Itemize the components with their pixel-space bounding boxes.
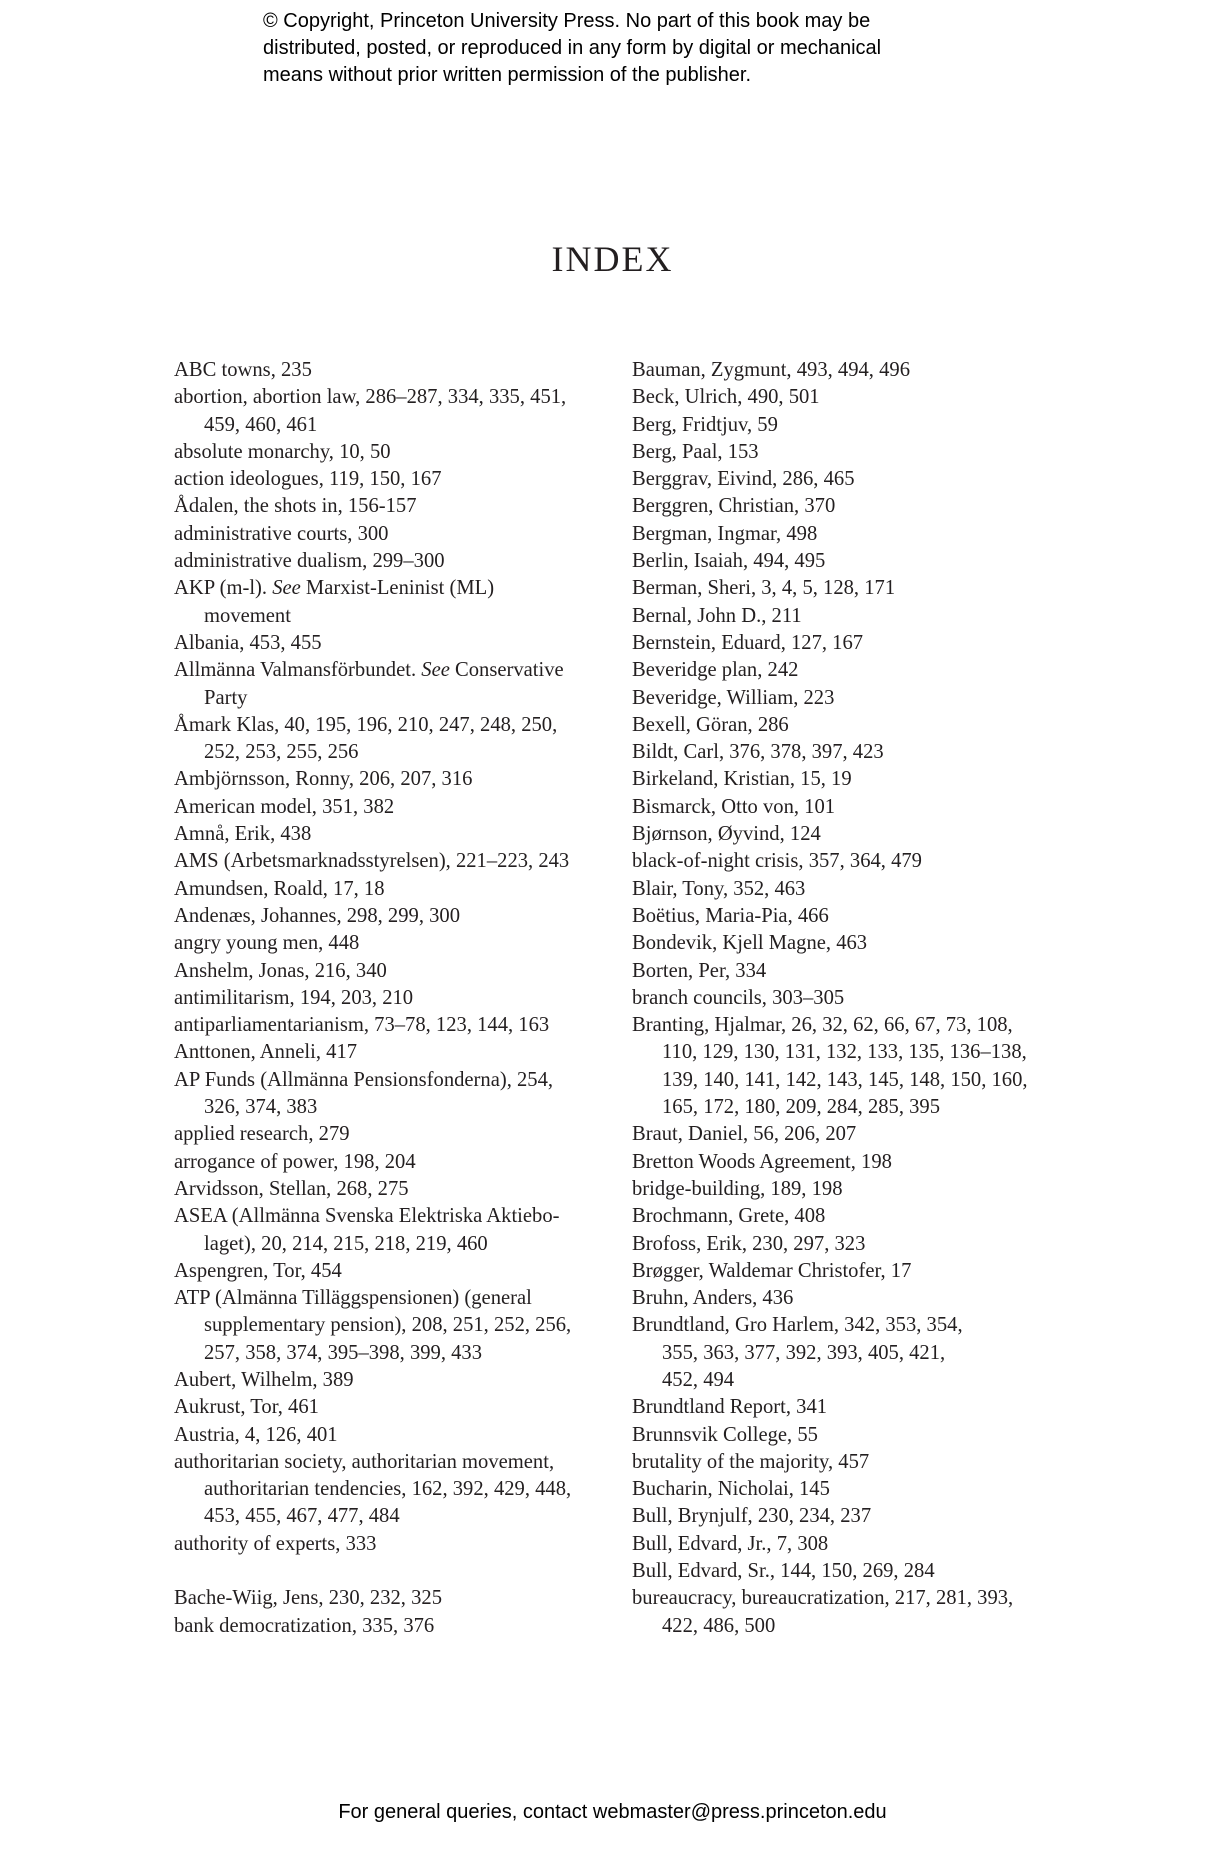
index-entry: [632, 439, 1072, 466]
index-entry: [632, 930, 1072, 957]
index-entry: [632, 1176, 1072, 1203]
entry-line: Berg, Paal, 153: [632, 440, 759, 463]
index-entry: [174, 1012, 614, 1039]
copyright-line: distributed, posted, or reproduced in any form by digital or mechanical: [263, 37, 882, 59]
index-entry: [632, 657, 1072, 684]
index-column-left: [174, 357, 614, 1640]
entry-line: authoritarian society, authoritarian movement,: [174, 1450, 555, 1473]
entry-line: administrative courts, 300: [174, 522, 389, 545]
index-entry: [174, 1422, 614, 1449]
entry-line: antiparliamentarianism, 73–78, 123, 144, 163: [174, 1014, 550, 1037]
entry-line-continued: supplementary pension), 208, 251, 252, 256,: [204, 1314, 572, 1337]
index-entry: [632, 794, 1072, 821]
index-entry: [632, 466, 1072, 493]
index-entry: [632, 575, 1072, 602]
entry-line: administrative dualism, 299–300: [174, 550, 445, 573]
index-entry: [632, 1231, 1072, 1258]
entry-line: Brochmann, Grete, 408: [632, 1205, 826, 1228]
index-entry: [632, 1558, 1072, 1585]
index-entry: [632, 876, 1072, 903]
index-entry: [174, 1067, 614, 1122]
entry-line: Aubert, Wilhelm, 389: [174, 1368, 354, 1391]
index-entry: [174, 357, 614, 384]
entry-line: Ambjörnsson, Ronny, 206, 207, 316: [174, 768, 473, 791]
index-entry: [174, 657, 614, 712]
index-entry: [174, 521, 614, 548]
entry-line: Aukrust, Tor, 461: [174, 1396, 319, 1419]
entry-line: [174, 657, 614, 684]
index-entry: [174, 766, 614, 793]
index-entry: [174, 876, 614, 903]
entry-line: Ådalen, the shots in, 156-157: [174, 495, 417, 518]
entry-line: Åmark Klas, 40, 195, 196, 210, 247, 248, 250,: [174, 713, 558, 736]
entry-line-continued: 139, 140, 141, 142, 143, 145, 148, 150, 160,: [662, 1068, 1028, 1091]
index-entry: [174, 848, 614, 875]
entry-line: authority of experts, 333: [174, 1532, 377, 1555]
entry-line: Bull, Edvard, Sr., 144, 150, 269, 284: [632, 1560, 935, 1583]
entry-line: Bernal, John D., 211: [632, 604, 802, 627]
entry-text: AKP (m-l).: [174, 577, 273, 600]
entry-line: bureaucracy, bureaucratization, 217, 281, 393,: [632, 1587, 1014, 1610]
index-column-right: [632, 357, 1072, 1640]
entry-line: Bismarck, Otto von, 101: [632, 795, 836, 818]
entry-line: antimilitarism, 194, 203, 210: [174, 986, 414, 1009]
entry-line-continued: 422, 486, 500: [662, 1614, 776, 1637]
index-entry: [174, 1449, 614, 1531]
entry-line: Anttonen, Anneli, 417: [174, 1041, 358, 1064]
index-entry: [174, 1121, 614, 1148]
index-entry: [632, 848, 1072, 875]
entry-line-continued: 110, 129, 130, 131, 132, 133, 135, 136–138,: [662, 1041, 1027, 1064]
index-entry: [632, 1312, 1072, 1394]
index-entry: [174, 1176, 614, 1203]
entry-line: Blair, Tony, 352, 463: [632, 877, 806, 900]
entry-line: Amnå, Erik, 438: [174, 823, 312, 846]
index-entry: [174, 958, 614, 985]
entry-line: Birkeland, Kristian, 15, 19: [632, 768, 852, 791]
entry-line: [174, 575, 614, 602]
see-reference: See: [421, 659, 450, 682]
index-entry: [174, 930, 614, 957]
index-entry: [632, 766, 1072, 793]
index-entry: [632, 357, 1072, 384]
index-entry: [632, 1422, 1072, 1449]
entry-line: Beveridge plan, 242: [632, 659, 799, 682]
index-entry: [174, 1203, 614, 1258]
index-entry: [174, 1258, 614, 1285]
index-entry: [174, 1149, 614, 1176]
entry-line: brutality of the majority, 457: [632, 1450, 870, 1473]
entry-line: Berlin, Isaiah, 494, 495: [632, 550, 826, 573]
entry-line: Brofoss, Erik, 230, 297, 323: [632, 1232, 866, 1255]
entry-line: Bernstein, Eduard, 127, 167: [632, 631, 864, 654]
entry-line: Brøgger, Waldemar Christofer, 17: [632, 1259, 912, 1282]
entry-line-continued: 165, 172, 180, 209, 284, 285, 395: [662, 1096, 941, 1119]
index-entry: [632, 821, 1072, 848]
index-entry: [174, 903, 614, 930]
index-entry: [174, 493, 614, 520]
entry-line: Brunnsvik College, 55: [632, 1423, 818, 1446]
index-entry: [632, 521, 1072, 548]
letter-group-gap: [174, 1558, 614, 1585]
entry-line: applied research, 279: [174, 1123, 350, 1146]
index-entry: [174, 466, 614, 493]
entry-line-continued: Party: [204, 686, 248, 709]
entry-line: Borten, Per, 334: [632, 959, 767, 982]
index-entry: [632, 1012, 1072, 1121]
entry-line: arrogance of power, 198, 204: [174, 1150, 416, 1173]
entry-line: Anshelm, Jonas, 216, 340: [174, 959, 387, 982]
entry-line: Branting, Hjalmar, 26, 32, 62, 66, 67, 73, 108,: [632, 1014, 1013, 1037]
entry-line: American model, 351, 382: [174, 795, 395, 818]
copyright-notice: [263, 8, 1023, 89]
index-entry: [174, 575, 614, 630]
index-entry: [174, 712, 614, 767]
index-entry: [632, 739, 1072, 766]
entry-text: Marxist-Leninist (ML): [300, 577, 495, 600]
index-entry: [632, 493, 1072, 520]
index-entry: [632, 548, 1072, 575]
index-entry: [632, 903, 1072, 930]
index-entry: [632, 1149, 1072, 1176]
index-entry: [174, 384, 614, 439]
index-entry: [632, 685, 1072, 712]
entry-line: Bergman, Ingmar, 498: [632, 522, 818, 545]
entry-line: Bucharin, Nicholai, 145: [632, 1478, 830, 1501]
index-entry: [174, 794, 614, 821]
entry-line: angry young men, 448: [174, 932, 360, 955]
entry-line: Brundtland, Gro Harlem, 342, 353, 354,: [632, 1314, 963, 1337]
entry-line: Austria, 4, 126, 401: [174, 1423, 338, 1446]
entry-text: Allmänna Valmansförbundet.: [174, 659, 422, 682]
entry-line: Berg, Fridtjuv, 59: [632, 413, 778, 436]
index-entry: [632, 1285, 1072, 1312]
entry-line-continued: 355, 363, 377, 392, 393, 405, 421,: [662, 1341, 946, 1364]
entry-text: Conservative: [449, 659, 564, 682]
contact-footer: For general queries, contact webmaster@press.princeton.edu: [338, 1801, 887, 1823]
entry-line: Braut, Daniel, 56, 206, 207: [632, 1123, 857, 1146]
entry-line: ASEA (Allmänna Svenska Elektriska Aktiebo-: [174, 1205, 560, 1228]
index-entry: [632, 958, 1072, 985]
entry-line: abortion, abortion law, 286–287, 334, 335, 451,: [174, 386, 567, 409]
index-entry: [632, 1203, 1072, 1230]
entry-line: Arvidsson, Stellan, 268, 275: [174, 1177, 409, 1200]
entry-line: Bauman, Zygmunt, 493, 494, 496: [632, 359, 910, 381]
entry-line: Bjørnson, Øyvind, 124: [632, 823, 821, 846]
index-entry: [174, 1531, 614, 1558]
index-entry: [174, 821, 614, 848]
entry-line-continued: movement: [204, 604, 291, 627]
entry-line: branch councils, 303–305: [632, 986, 845, 1009]
index-entry: [174, 1285, 614, 1367]
entry-line: Berggren, Christian, 370: [632, 495, 836, 518]
entry-line: AP Funds (Allmänna Pensionsfonderna), 254,: [174, 1068, 554, 1091]
index-entry: [632, 1121, 1072, 1148]
see-reference: See: [272, 577, 301, 600]
entry-line: ATP (Almänna Tilläggspensionen) (general: [174, 1287, 532, 1310]
entry-line-continued: laget), 20, 214, 215, 218, 219, 460: [204, 1232, 488, 1255]
entry-line: Bull, Edvard, Jr., 7, 308: [632, 1532, 829, 1555]
index-entry: [174, 985, 614, 1012]
entry-line: Aspengren, Tor, 454: [174, 1259, 342, 1282]
entry-line: bank democratization, 335, 376: [174, 1614, 435, 1637]
index-entry: [174, 548, 614, 575]
index-entry: [174, 1394, 614, 1421]
entry-line: Bildt, Carl, 376, 378, 397, 423: [632, 741, 884, 764]
entry-line: Boëtius, Maria-Pia, 466: [632, 904, 829, 927]
copyright-line: © Copyright, Princeton University Press. No part of this book may be: [263, 10, 871, 32]
index-entry: [174, 1613, 614, 1640]
spacer: [174, 1558, 614, 1585]
page-title: INDEX: [551, 239, 674, 279]
entry-line: action ideologues, 119, 150, 167: [174, 468, 442, 491]
entry-line: Bexell, Göran, 286: [632, 713, 789, 736]
index-entry: [632, 712, 1072, 739]
copyright-line: means without prior written permission of the publisher.: [263, 64, 752, 86]
entry-line-continued: 453, 455, 467, 477, 484: [204, 1505, 400, 1528]
index-entry: [632, 384, 1072, 411]
entry-line: Albania, 453, 455: [174, 631, 322, 654]
entry-line-continued: 252, 253, 255, 256: [204, 741, 359, 764]
index-entry: [632, 985, 1072, 1012]
index-entry: [174, 630, 614, 657]
entry-line: Bruhn, Anders, 436: [632, 1287, 794, 1310]
index-entry: [632, 1394, 1072, 1421]
entry-line-continued: 452, 494: [662, 1368, 735, 1391]
index-entry: [632, 1585, 1072, 1640]
index-entry: [174, 1367, 614, 1394]
index-entry: [632, 1476, 1072, 1503]
index-entry: [174, 1039, 614, 1066]
entry-line: Bondevik, Kjell Magne, 463: [632, 932, 868, 955]
index-entry: [174, 439, 614, 466]
entry-line-continued: authoritarian tendencies, 162, 392, 429, 448,: [204, 1478, 572, 1501]
entry-line: Beck, Ulrich, 490, 501: [632, 386, 820, 409]
entry-line: AMS (Arbetsmarknadsstyrelsen), 221–223, 243: [174, 850, 570, 873]
index-entry: [632, 630, 1072, 657]
entry-line: Berman, Sheri, 3, 4, 5, 128, 171: [632, 577, 896, 600]
entry-line: Beveridge, William, 223: [632, 686, 835, 709]
entry-line-continued: 459, 460, 461: [204, 413, 318, 436]
entry-line: absolute monarchy, 10, 50: [174, 440, 391, 463]
entry-line: Bache-Wiig, Jens, 230, 232, 325: [174, 1587, 442, 1610]
entry-line: Brundtland Report, 341: [632, 1396, 828, 1419]
entry-line-continued: 257, 358, 374, 395–398, 399, 433: [204, 1341, 483, 1364]
index-entry: [632, 603, 1072, 630]
index-entry: [632, 1503, 1072, 1530]
entry-line: Andenæs, Johannes, 298, 299, 300: [174, 904, 461, 927]
entry-line: ABC towns, 235: [174, 359, 312, 381]
entry-line: Bretton Woods Agreement, 198: [632, 1150, 892, 1173]
index-entry: [632, 1258, 1072, 1285]
index-entry: [632, 1449, 1072, 1476]
index-entry: [174, 1585, 614, 1612]
entry-line: Berggrav, Eivind, 286, 465: [632, 468, 855, 491]
index-entry: [632, 1531, 1072, 1558]
index-entry: [632, 412, 1072, 439]
entry-line: Bull, Brynjulf, 230, 234, 237: [632, 1505, 872, 1528]
entry-line: black-of-night crisis, 357, 364, 479: [632, 850, 922, 873]
entry-line: Amundsen, Roald, 17, 18: [174, 877, 385, 900]
entry-line-continued: 326, 374, 383: [204, 1096, 318, 1119]
entry-line: bridge-building, 189, 198: [632, 1177, 843, 1200]
